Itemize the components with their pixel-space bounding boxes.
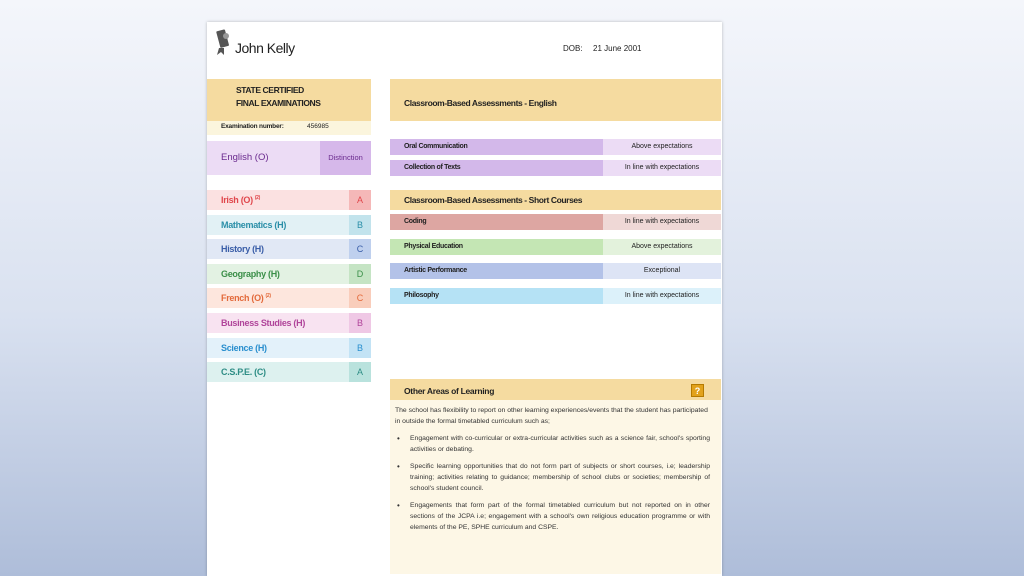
cba-english-title: Classroom-Based Assessments - English: [404, 98, 557, 108]
subject-name-text: Business Studies (H): [221, 318, 306, 328]
english-subject-name: English (O): [221, 152, 269, 163]
subject-row: [207, 362, 371, 382]
subject-footnote: (2): [254, 195, 261, 201]
subject-name-text: Science (H): [221, 342, 267, 353]
cba-result: Above expectations: [631, 242, 693, 250]
subject-grade: A: [349, 362, 371, 382]
subject-row: [207, 239, 371, 259]
cba-name: Oral Communication: [404, 143, 468, 150]
student-name: John Kelly: [235, 40, 295, 56]
cba-english-header: [390, 79, 721, 121]
cba-short-title: Classroom-Based Assessments - Short Courses: [404, 195, 583, 205]
cba-result: Exceptional: [643, 267, 681, 274]
cba-name: Collection of Texts: [404, 164, 461, 171]
bullet-text: Specific learning opportunities that do not form part of subjects or short courses, i.e; leadership training; activities relating to guidance; membership of school clubs or societies; membership of school's student council.: [410, 463, 710, 492]
bullet-dot-icon: •: [397, 462, 400, 471]
cba-name: Physical Education: [404, 242, 463, 250]
certificate-title-line2: FINAL EXAMINATIONS: [236, 98, 321, 108]
bullet-text: Engagement with co-curricular or extra-curricular activities such as a science fair, school's sporting activities or debating.: [410, 435, 710, 453]
other-learning-title: Other Areas of Learning: [404, 386, 495, 396]
subject-name: [221, 367, 266, 377]
cba-name: Philosophy: [404, 291, 439, 299]
subject-name: [221, 244, 264, 254]
report-page: [207, 22, 722, 576]
other-learning-bullet-2: [397, 461, 710, 494]
subject-name-text: Mathematics (H): [221, 219, 287, 230]
subject-name: [221, 269, 280, 279]
subject-name: [221, 220, 286, 230]
dob-label: DOB:: [563, 44, 583, 53]
help-icon[interactable]: ?: [691, 384, 704, 397]
subject-footnote: (2): [265, 293, 271, 300]
subject-grade: B: [349, 313, 371, 333]
subject-name: [221, 318, 305, 328]
cba-result: In line with expectations: [624, 164, 700, 171]
subject-name-text: Irish (O): [221, 195, 253, 205]
cba-row: [390, 214, 721, 230]
subject-grade: A: [349, 190, 371, 210]
certificate-seal-icon: [215, 28, 233, 56]
dob-value: 21 June 2001: [593, 44, 642, 53]
subject-grade: B: [349, 215, 371, 235]
cba-name: Coding: [404, 218, 427, 225]
subject-grade: C: [349, 239, 371, 259]
subject-row: [207, 190, 371, 210]
bullet-text: Engagements that form part of the formal timetabled curriculum but not reported on in other sections of the JCPA i.e; engagement with a school's own religious education programme or with elements of the PE, SPHE curriculum and CSPE.: [410, 502, 710, 531]
exam-number-label: Examination number:: [221, 123, 284, 130]
cba-row: [390, 263, 721, 279]
other-learning-bullet-1: [397, 433, 710, 455]
subject-name: [221, 343, 267, 353]
cba-row: [390, 139, 721, 155]
subject-name-text: C.S.P.E. (C): [221, 367, 266, 378]
cba-result: In line with expectations: [624, 218, 700, 225]
subject-grade: B: [349, 338, 371, 358]
cba-result: In line with expectations: [624, 291, 700, 299]
cba-row: [390, 239, 721, 255]
subject-name-text: Geography (H): [221, 268, 280, 279]
english-grade: Distinction: [328, 153, 363, 162]
subject-grade: C: [349, 288, 371, 308]
subject-name: [221, 293, 271, 303]
cba-row: [390, 160, 721, 176]
cba-row: [390, 288, 721, 304]
exam-number-value: 456985: [307, 123, 329, 130]
subject-row: [207, 313, 371, 333]
subject-name-text: History (H): [221, 244, 264, 255]
other-learning-bullet-3: [397, 500, 710, 533]
cba-short-header: [390, 190, 721, 210]
certificate-title-line1: STATE CERTIFIED: [236, 85, 304, 95]
subject-row: [207, 288, 371, 308]
subject-row: [207, 264, 371, 284]
bullet-dot-icon: •: [397, 434, 400, 443]
subject-grade: D: [349, 264, 371, 284]
cba-result: Above expectations: [631, 143, 693, 150]
subject-name-text: French (O): [221, 293, 264, 304]
other-learning-intro: The school has flexibility to report on other learning experiences/events that the student has participated in outside the formal timetabled curriculum such as;: [395, 407, 708, 425]
bullet-dot-icon: •: [397, 501, 400, 510]
subject-row: [207, 215, 371, 235]
cba-name: Artistic Performance: [404, 267, 467, 274]
subject-row: [207, 338, 371, 358]
subject-name: [221, 195, 260, 205]
